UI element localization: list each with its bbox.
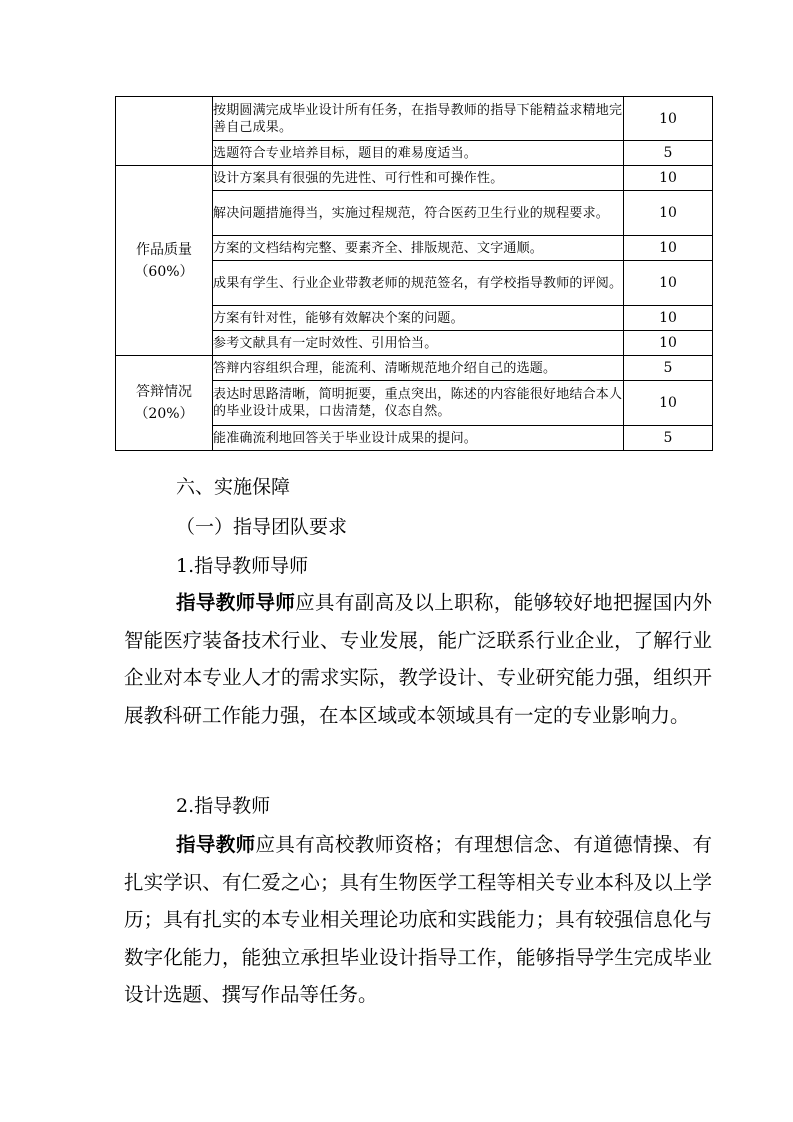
criterion-cell: 参考文献具有一定时效性、引用恰当。 xyxy=(213,331,624,356)
table-row xyxy=(116,356,713,381)
score-cell: 5 xyxy=(624,426,713,451)
paragraph-item2 xyxy=(124,826,712,1014)
criterion-cell: 答辩内容组织合理，能流利、清晰规范地介绍自己的选题。 xyxy=(213,356,624,381)
item-title: 2.指导教师 xyxy=(176,795,271,817)
category-percent: （60%） xyxy=(134,263,194,280)
category-percent: （20%） xyxy=(134,406,194,422)
bold-lead: 指导教师导师 xyxy=(176,591,296,614)
criterion-cell: 解决问题措施得当，实施过程规范，符合医药卫生行业的规程要求。 xyxy=(213,191,624,236)
score-cell: 10 xyxy=(624,261,713,306)
paragraph-text: 应具有高校教师资格；有理想信念、有道德情操、有扎实学识、有仁爱之心；具有生物医学工程等相关专业本科及以上学历；具有扎实的本专业相关理论功底和实践能力；具有较强信息化与数字化能力，能独立承担毕业设计指导工作，能够指导学生完成毕业设计选题、撰写作品等任务。 xyxy=(124,833,712,1006)
score-cell: 10 xyxy=(624,191,713,236)
score-cell: 10 xyxy=(624,331,713,356)
score-cell: 10 xyxy=(624,166,713,191)
table-row xyxy=(116,97,713,141)
score-cell: 10 xyxy=(624,97,713,141)
criterion-cell: 表达时思路清晰，简明扼要，重点突出，陈述的内容能很好地结合本人的毕业设计成果，口齿清楚，仪态自然。 xyxy=(213,381,624,426)
scoring-table xyxy=(115,96,713,451)
paragraph-text: 应具有副高及以上职称，能够较好地把握国内外智能医疗装备技术行业、专业发展，能广泛联系行业企业，了解行业企业对本专业人才的需求实际，教学设计、专业研究能力强，组织开展教科研工作能力强，在本区域或本领域具有一定的专业影响力。 xyxy=(124,591,712,727)
item-title: 1.指导教师导师 xyxy=(176,555,309,577)
score-cell: 10 xyxy=(624,306,713,331)
score-cell: 10 xyxy=(624,381,713,426)
criterion-cell: 能准确流利地回答关于毕业设计成果的提问。 xyxy=(213,426,624,451)
score-cell: 5 xyxy=(624,141,713,166)
category-label: 作品质量 xyxy=(136,241,192,258)
score-cell: 10 xyxy=(624,236,713,261)
category-cell-defense xyxy=(116,356,213,451)
subsection-heading: （一）指导团队要求 xyxy=(176,516,348,538)
section-heading: 六、实施保障 xyxy=(176,476,291,498)
criterion-cell: 成果有学生、行业企业带教老师的规范签名，有学校指导教师的评阅。 xyxy=(213,261,624,306)
criterion-cell: 方案的文档结构完整、要素齐全、排版规范、文字通顺。 xyxy=(213,236,624,261)
category-cell-empty xyxy=(116,97,213,166)
paragraph-item1 xyxy=(124,584,712,734)
criterion-cell: 选题符合专业培养目标，题目的难易度适当。 xyxy=(213,141,624,166)
category-cell-quality xyxy=(116,166,213,356)
criterion-cell: 方案有针对性，能够有效解决个案的问题。 xyxy=(213,306,624,331)
criterion-cell: 按期圆满完成毕业设计所有任务，在指导教师的指导下能精益求精地完善自己成果。 xyxy=(213,97,624,141)
category-label: 答辩情况 xyxy=(136,384,192,400)
score-cell: 5 xyxy=(624,356,713,381)
criterion-cell: 设计方案具有很强的先进性、可行性和可操作性。 xyxy=(213,166,624,191)
bold-lead: 指导教师 xyxy=(176,833,256,856)
table-row xyxy=(116,166,713,191)
